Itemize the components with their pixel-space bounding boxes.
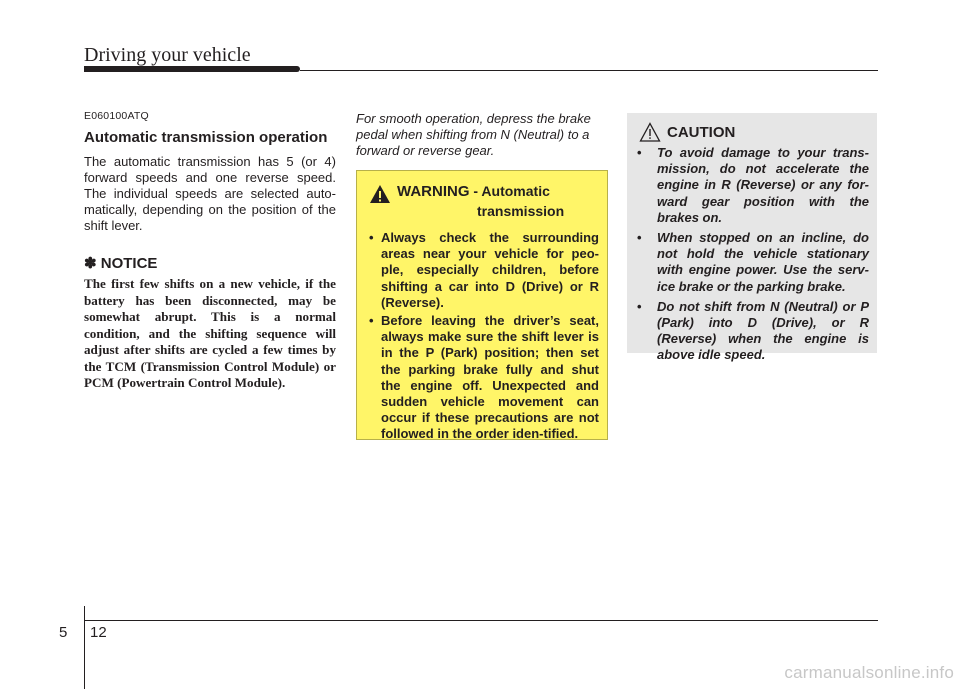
warning-item: • Always check the surrounding areas near your vehicle for peo-ple, especially children, before shifting a car into D (Drive) or R (Reverse). [369,230,599,311]
warning-triangle-icon [369,184,391,204]
warning-title [397,183,550,200]
footer-horizontal-rule [85,620,878,621]
warning-title-second-line: transmission [477,203,565,219]
section-heading: Automatic transmission operation [84,129,328,146]
caution-triangle-icon [639,122,661,142]
warning-list [369,230,599,443]
caution-box [627,113,877,363]
smooth-operation-text: For smooth operation, depress the brake pedal when shifting from N (Neutral) to a forward or reverse gear. [356,111,591,158]
warning-header [369,183,599,204]
caution-item: • To avoid damage to your trans-mission, do not accelerate the engine in R (Reverse) or any for-ward gear position with the brakes on. [635,145,869,226]
caution-header [635,122,869,142]
caution-item: • Do not shift from N (Neutral) or P (Park) into D (Drive), or R (Reverse) when the engine is above idle speed. [635,299,869,364]
footer-vertical-rule [84,606,85,689]
warning-title-word: WARNING [397,183,470,200]
footer-section-number: 5 [59,624,68,641]
watermark: carmanualsonline.info [784,663,954,682]
left-column [84,110,336,392]
header-rule [300,70,878,71]
caution-item: • When stopped on an incline, do not hold the vehicle stationary with engine power. Use the serv-ice brake or the parking brake. [635,230,869,295]
warning-box [356,170,608,440]
caution-title: CAUTION [667,123,736,141]
notice-title-text: NOTICE [100,255,158,272]
notice-body: The first few shifts on a new vehicle, if the battery has been disconnected, may be somewhat abrupt. This is a normal condition, and the shifting sequence will adjust after shifts are cycled a few times by the TCM (Transmission Control Module) or PCM (Powertrain Control Module). [84,276,336,390]
page-header-title: Driving your vehicle [84,44,251,66]
warning-title-rest: - Automatic [469,183,550,199]
notice-title [84,254,336,272]
section-code: E060100ATQ [84,110,149,122]
footer-page-number: 12 [90,624,107,641]
warning-item: • Before leaving the driver’s seat, always make sure the shift lever is in the P (Park) position; then set the parking brake fully and shut the engine off. Unexpected and sudden vehicle movement can occur if these precautions are not followed in the order iden-tified. [369,313,599,443]
notice-star-icon: ✽ [84,255,97,272]
caution-list [635,145,869,364]
header-accent-bar [84,66,300,72]
section-body: The automatic transmission has 5 (or 4) forward speeds and one reverse speed. The individual speeds are selected auto-matically, depending on the position of the shift lever. [84,154,336,233]
